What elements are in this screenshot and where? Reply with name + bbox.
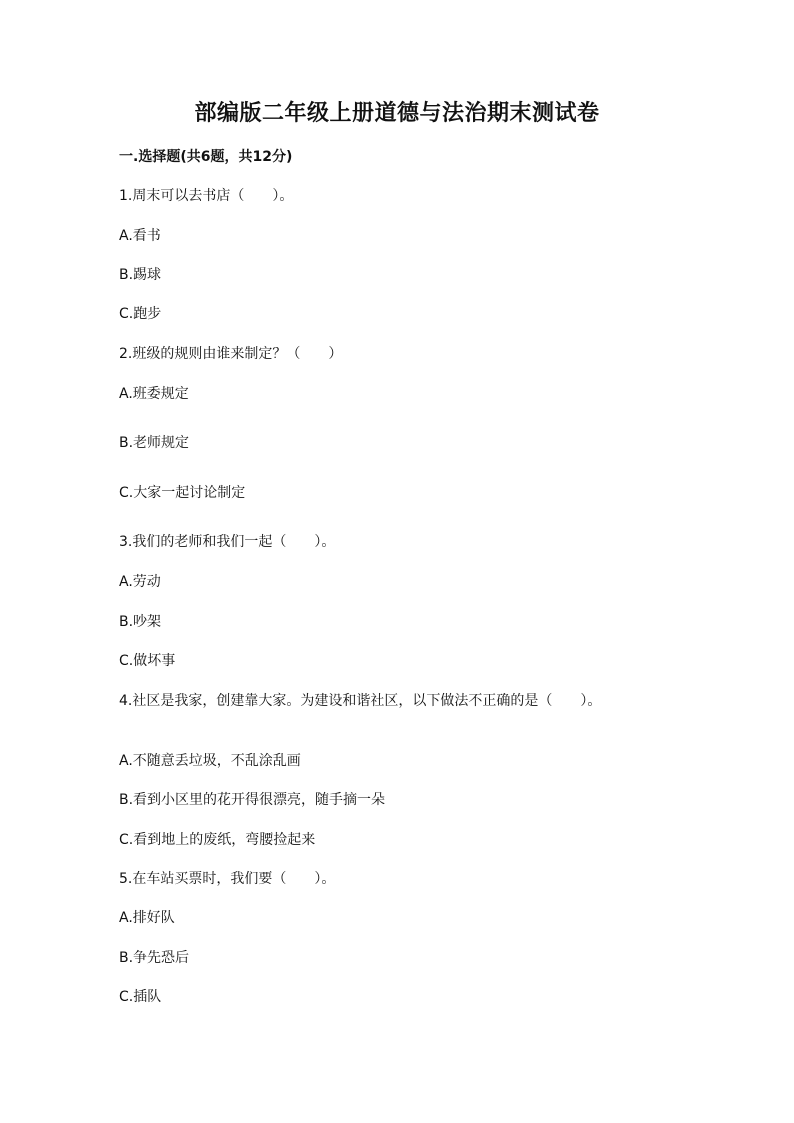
question-3-option-b: B.吵架 (119, 614, 162, 630)
question-1-option-b: B.踢球 (119, 267, 162, 283)
question-4-option-b: B.看到小区里的花开得很漂亮，随手摘一朵 (119, 792, 386, 808)
question-4-option-c: C.看到地上的废纸，弯腰捡起来 (119, 832, 316, 848)
question-1-stem: 1.周末可以去书店（ ）。 (119, 188, 294, 204)
question-5-option-a: A.排好队 (119, 910, 175, 926)
page-title: 部编版二年级上册道德与法治期末测试卷 (194, 100, 600, 126)
section-heading: 一.选择题(共6题，共12分) (119, 149, 293, 165)
question-3-stem: 3.我们的老师和我们一起（ ）。 (119, 534, 336, 550)
question-4-stem: 4.社区是我家，创建靠大家。为建设和谐社区，以下做法不正确的是（ ）。 (119, 693, 602, 709)
question-5-stem: 5.在车站买票时，我们要（ ）。 (119, 871, 336, 887)
question-1-option-a: A.看书 (119, 228, 161, 244)
question-2-option-c: C.大家一起讨论制定 (119, 485, 246, 501)
question-4-option-a: A.不随意丢垃圾，不乱涂乱画 (119, 753, 301, 769)
question-3-option-c: C.做坏事 (119, 653, 176, 669)
question-5-option-c: C.插队 (119, 989, 162, 1005)
question-2-stem: 2.班级的规则由谁来制定？（ ） (119, 346, 343, 362)
question-5-option-b: B.争先恐后 (119, 950, 190, 966)
question-2-option-a: A.班委规定 (119, 386, 189, 402)
question-1-option-c: C.跑步 (119, 306, 162, 322)
question-2-option-b: B.老师规定 (119, 435, 190, 451)
question-3-option-a: A.劳动 (119, 574, 161, 590)
